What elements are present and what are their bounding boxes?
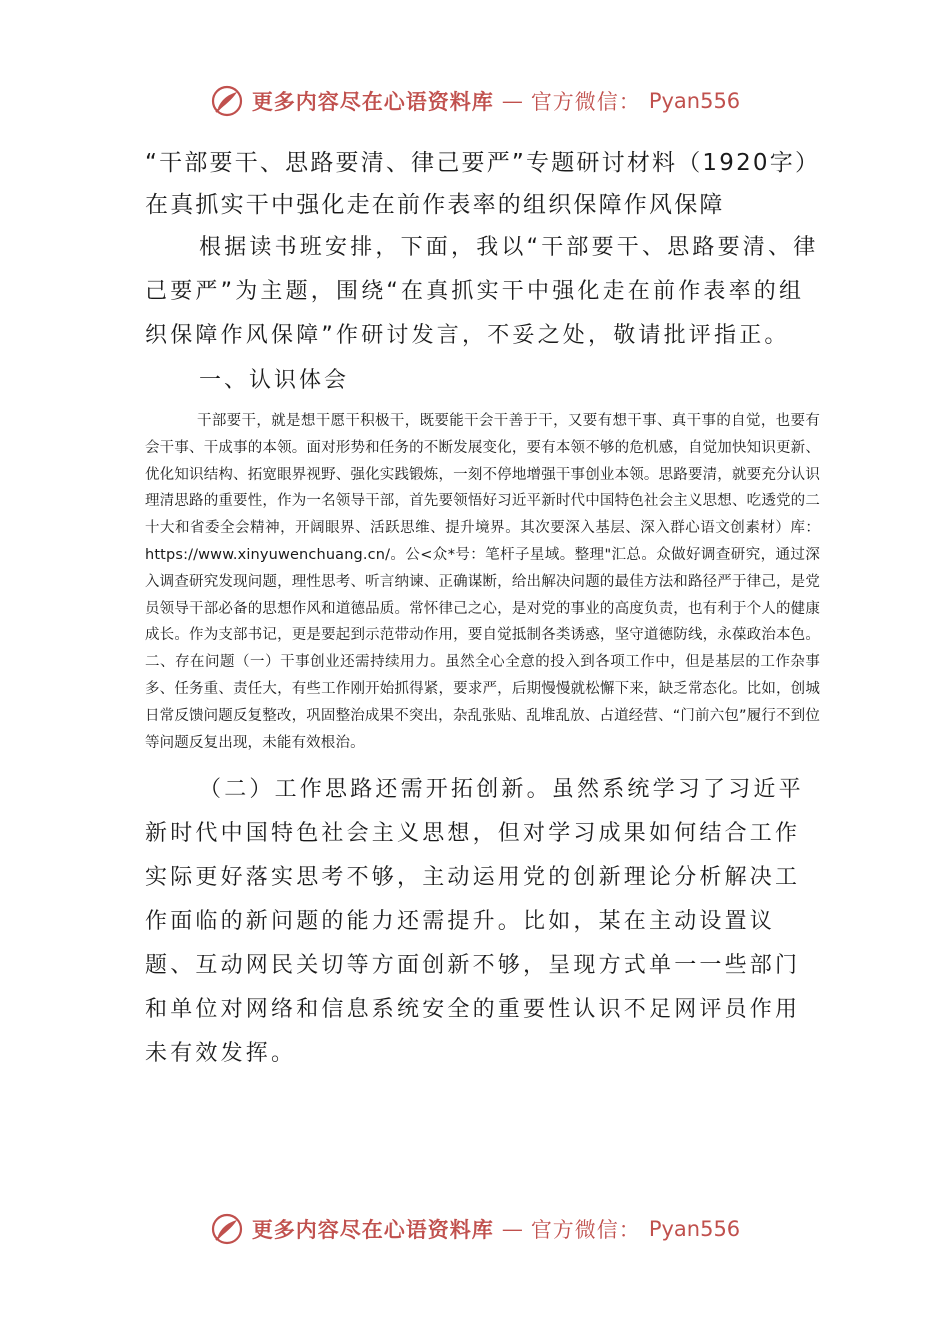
section-two-item-two: （二）工作思路还需开拓创新。虽然系统学习了习近平新时代中国特色社会主义思想，但对学习成果如何结合工作实际更好落实思考不够，主动运用党的创新理论分析解决工作面临的新问题的能力还需提升。比如，某在主动设置议题、互动网民关切等方面创新不够，呈现方式单一一些部门和单位对网络和信息系统安全的重要性认识不足网评员作用未有效发挥。 (145, 777, 804, 1067)
watermark-wechat-id: Pyan556 (648, 89, 741, 113)
watermark-wechat-id: Pyan556 (648, 1217, 741, 1241)
watermark-brand: 更多内容尽在心语资料库 (251, 89, 494, 114)
watermark-dash: — (501, 1217, 523, 1241)
watermark-official-label: 官方微信： (530, 1218, 641, 1242)
watermark-brand: 更多内容尽在心语资料库 (251, 1217, 494, 1242)
document-title: “干部要干、思路要清、律己要严”专题研讨材料（1920字）在真抓实干中强化走在前作表率的组织保障作风保障 (145, 150, 809, 218)
watermark-header (0, 84, 950, 118)
intro-paragraph: 根据读书班安排，下面，我以“干部要干、思路要清、律己要严”为主题，围绕“在真抓实干中强化走在前作表率的组织保障作风保障”作研讨发言，不妥之处，敬请批评指正。 (145, 235, 819, 348)
watermark-footer (0, 1212, 950, 1246)
document-body (145, 142, 820, 1076)
watermark-dash: — (501, 89, 523, 113)
section-one-heading: 一、认识体会 (199, 368, 350, 393)
watermark-official-label: 官方微信： (530, 90, 641, 114)
pen-logo-icon (210, 1212, 244, 1246)
body-small-paragraph: 干部要干，就是想干愿干积极干，既要能干会干善于干，又要有想干事、真干事的自觉，也要有会干事、干成事的本领。面对形势和任务的不断发展变化，要有本领不够的危机感，自觉加快知识更新、优化知识结构、拓宽眼界视野、强化实践锻炼，一刻不停地增强干事创业本领。思路要清，就要充分认识理清思路的重要性，作为一名领导干部，首先要领悟好习近平新时代中国特色社会主义思想、吃透党的二十大和省委全会精神，开阔眼界、活跃思维、提升境界。其次要深入基层、深入群心语文创素材）库：https://www.xinyuwenchuang.cn/。公<众*号：笔杆子星域。整理"汇总。众做好调查研究，通过深入调查研究发现问题，理性思考、听言纳谏、正确谋断，给出解决问题的最佳方法和路径严于律己，是党员领导干部必备的思想作风和道德品质。常怀律己之心，是对党的事业的高度负责，也有利于个人的健康成长。作为支部书记，更是要起到示范带动作用，要自觉抵制各类诱惑，坚守道德防线，永葆政治本色。 二、存在问题（一）干事创业还需持续用力。虽然全心全意的投入到各项工作中，但是基层的工作杂事多、任务重、责任大，有些工作刚开始抓得紧，要求严，后期慢慢就松懈下来，缺乏常态化。比如，创城日常反馈问题反复整改，巩固整治成果不突出，杂乱张贴、乱堆乱放、占道经营、“门前六包”履行不到位等问题反复出现，未能有效根治。 (145, 413, 820, 751)
pen-logo-icon (210, 84, 244, 118)
